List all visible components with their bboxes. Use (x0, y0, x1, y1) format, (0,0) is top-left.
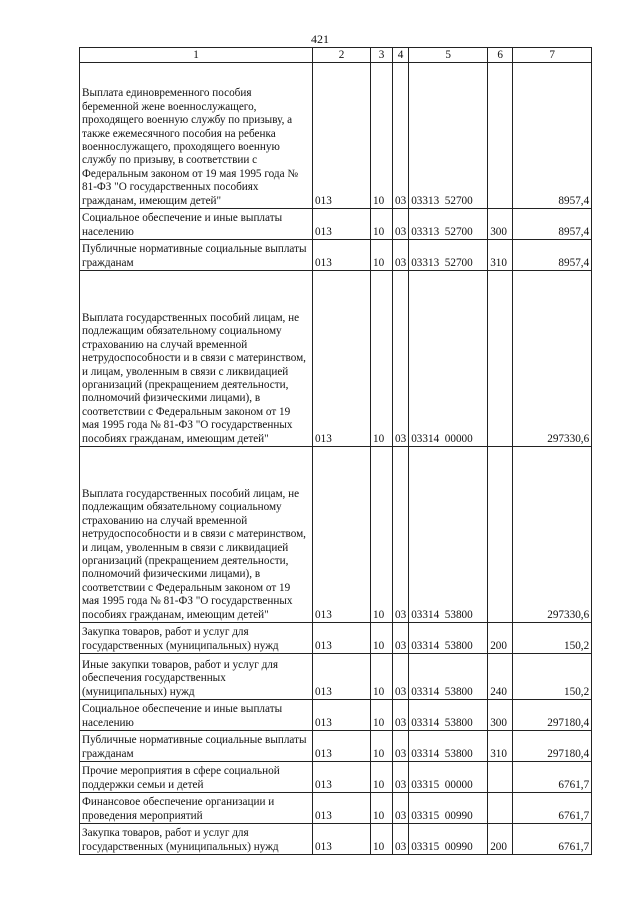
column-header: 6 (488, 48, 513, 63)
row-name-cell: Социальное обеспечение и иные выплаты населению (80, 209, 313, 240)
section-cell: 10 (371, 447, 393, 623)
column-header: 5 (409, 48, 488, 63)
subsection-cell: 03 (393, 793, 409, 824)
subsection-cell: 03 (393, 824, 409, 855)
row-name-cell: Выплата единовременного пособия беременной жене военнослужащего, проходящего военную службу по призыву, а также ежемесячного пособия на ребенка военнослужащего, проходящего военную службу по призыву, в соответствии с Федеральным законом от 19 мая 1995 года № 81-ФЗ "О государственных пособиях гражданам, имеющим детей" (80, 63, 313, 209)
target-article-cell: 03314 53800 (409, 623, 488, 654)
target-article-cell: 03313 52700 (409, 240, 488, 271)
table-row (80, 762, 592, 793)
table-row (80, 63, 592, 209)
column-header: 3 (371, 48, 393, 63)
amount-cell: 150,2 (513, 623, 592, 654)
section-cell: 10 (371, 209, 393, 240)
expense-type-cell: 240 (488, 654, 513, 700)
table-row (80, 654, 592, 700)
table-row (80, 824, 592, 855)
target-article-cell: 03314 53800 (409, 700, 488, 731)
ministry-code-cell: 013 (313, 824, 371, 855)
header-row (80, 48, 592, 63)
section-cell: 10 (371, 271, 393, 447)
expense-type-cell: 300 (488, 700, 513, 731)
amount-cell: 297330,6 (513, 271, 592, 447)
table-row (80, 271, 592, 447)
subsection-cell: 03 (393, 63, 409, 209)
target-article-cell: 03315 00990 (409, 824, 488, 855)
row-name-cell: Иные закупки товаров, работ и услуг для обеспечения государственных (муниципальных) нужд (80, 654, 313, 700)
table-row (80, 793, 592, 824)
expense-type-cell: 200 (488, 824, 513, 855)
row-name-cell: Финансовое обеспечение организации и проведения мероприятий (80, 793, 313, 824)
ministry-code-cell: 013 (313, 447, 371, 623)
section-cell: 10 (371, 240, 393, 271)
column-header: 4 (393, 48, 409, 63)
row-name-cell: Прочие мероприятия в сфере социальной поддержки семьи и детей (80, 762, 313, 793)
ministry-code-cell: 013 (313, 654, 371, 700)
row-name-cell: Закупка товаров, работ и услуг для государственных (муниципальных) нужд (80, 824, 313, 855)
table-row (80, 700, 592, 731)
ministry-code-cell: 013 (313, 762, 371, 793)
expense-type-cell (488, 63, 513, 209)
target-article-cell: 03313 52700 (409, 63, 488, 209)
subsection-cell: 03 (393, 731, 409, 762)
table-row (80, 731, 592, 762)
budget-table (79, 47, 592, 855)
subsection-cell: 03 (393, 762, 409, 793)
subsection-cell: 03 (393, 209, 409, 240)
subsection-cell: 03 (393, 240, 409, 271)
amount-cell: 8957,4 (513, 209, 592, 240)
column-header: 1 (80, 48, 313, 63)
section-cell: 10 (371, 654, 393, 700)
amount-cell: 6761,7 (513, 793, 592, 824)
target-article-cell: 03314 53800 (409, 447, 488, 623)
section-cell: 10 (371, 63, 393, 209)
section-cell: 10 (371, 762, 393, 793)
amount-cell: 297330,6 (513, 447, 592, 623)
page-number: 421 (311, 32, 329, 46)
row-name-cell: Выплата государственных пособий лицам, не подлежащим обязательному социальному страхованию на случай временной нетрудоспособности и в связи с материнством, и лицам, уволенным в связи с ликвидацией организаций (прекращением деятельности, полномочий физическими лицами), в соответствии с Федеральным законом от 19 мая 1995 года № 81-ФЗ "О государственных пособиях гражданам, имеющим детей" (80, 271, 313, 447)
subsection-cell: 03 (393, 623, 409, 654)
expense-type-cell: 300 (488, 209, 513, 240)
subsection-cell: 03 (393, 654, 409, 700)
target-article-cell: 03315 00000 (409, 762, 488, 793)
row-name-cell: Закупка товаров, работ и услуг для государственных (муниципальных) нужд (80, 623, 313, 654)
section-cell: 10 (371, 731, 393, 762)
row-name-cell: Публичные нормативные социальные выплаты гражданам (80, 240, 313, 271)
ministry-code-cell: 013 (313, 271, 371, 447)
amount-cell: 8957,4 (513, 240, 592, 271)
target-article-cell: 03314 00000 (409, 271, 488, 447)
table-row (80, 240, 592, 271)
ministry-code-cell: 013 (313, 623, 371, 654)
expense-type-cell (488, 447, 513, 623)
ministry-code-cell: 013 (313, 209, 371, 240)
table-row (80, 447, 592, 623)
expense-type-cell: 310 (488, 731, 513, 762)
ministry-code-cell: 013 (313, 793, 371, 824)
amount-cell: 297180,4 (513, 731, 592, 762)
target-article-cell: 03314 53800 (409, 731, 488, 762)
ministry-code-cell: 013 (313, 700, 371, 731)
expense-type-cell: 200 (488, 623, 513, 654)
subsection-cell: 03 (393, 447, 409, 623)
section-cell: 10 (371, 623, 393, 654)
amount-cell: 8957,4 (513, 63, 592, 209)
subsection-cell: 03 (393, 271, 409, 447)
row-name-cell: Выплата государственных пособий лицам, не подлежащим обязательному социальному страхованию на случай временной нетрудоспособности и в связи с материнством, и лицам, уволенным в связи с ликвидацией организаций (прекращением деятельности, полномочий физическими лицами), в соответствии с Федеральным законом от 19 мая 1995 года № 81-ФЗ "О государственных пособиях гражданам, имеющим детей" (80, 447, 313, 623)
ministry-code-cell: 013 (313, 63, 371, 209)
column-header: 2 (313, 48, 371, 63)
expense-type-cell: 310 (488, 240, 513, 271)
table-row (80, 623, 592, 654)
amount-cell: 6761,7 (513, 762, 592, 793)
ministry-code-cell: 013 (313, 731, 371, 762)
target-article-cell: 03313 52700 (409, 209, 488, 240)
amount-cell: 297180,4 (513, 700, 592, 731)
table-row (80, 209, 592, 240)
row-name-cell: Социальное обеспечение и иные выплаты населению (80, 700, 313, 731)
subsection-cell: 03 (393, 700, 409, 731)
amount-cell: 6761,7 (513, 824, 592, 855)
target-article-cell: 03315 00990 (409, 793, 488, 824)
ministry-code-cell: 013 (313, 240, 371, 271)
amount-cell: 150,2 (513, 654, 592, 700)
section-cell: 10 (371, 793, 393, 824)
column-header: 7 (513, 48, 592, 63)
expense-type-cell (488, 271, 513, 447)
section-cell: 10 (371, 824, 393, 855)
expense-type-cell (488, 762, 513, 793)
expense-type-cell (488, 793, 513, 824)
section-cell: 10 (371, 700, 393, 731)
target-article-cell: 03314 53800 (409, 654, 488, 700)
row-name-cell: Публичные нормативные социальные выплаты гражданам (80, 731, 313, 762)
